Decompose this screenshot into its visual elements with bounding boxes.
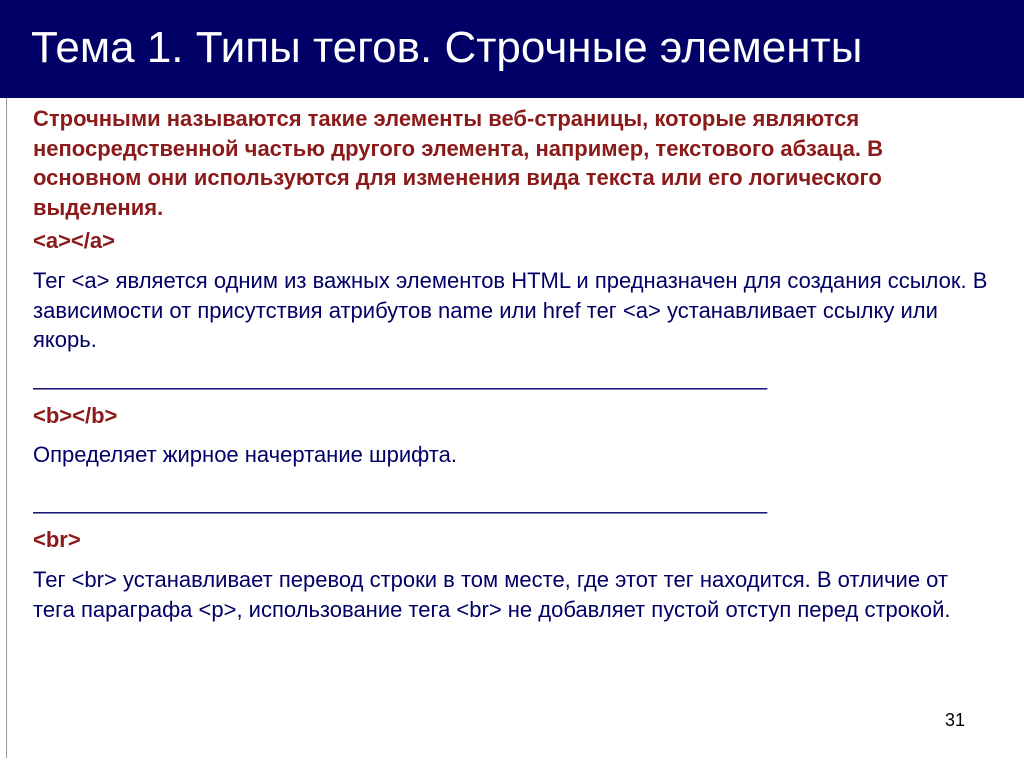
slide-title: Тема 1. Типы тегов. Строчные элементы: [31, 23, 863, 72]
tag-description-br: Тег <br> устанавливает перевод строки в том месте, где этот тег находится. В отличие от тега параграфа <p>, использование тега <br> не добавляет пустой отступ перед строкой.: [33, 567, 951, 622]
separator-line: ____________________________________________________________: [33, 489, 768, 514]
title-bar: [0, 0, 1024, 98]
tag-description-b: Определяет жирное начертание шрифта.: [33, 441, 457, 467]
slide-content: [33, 104, 993, 624]
tag-heading-b: <b></b>: [33, 402, 118, 428]
tag-description-a: Тег <a> является одним из важных элементов HTML и предназначен для создания ссылок. В зависимости от присутствия атрибутов name или href тег <a> устанавливает ссылку или якорь.: [33, 268, 988, 352]
tag-heading-a: <a></a>: [33, 228, 115, 253]
separator-line: ____________________________________________________________: [33, 364, 768, 390]
page-number: 31: [945, 710, 966, 730]
left-border-line: [6, 98, 7, 758]
intro-paragraph: Строчными называются такие элементы веб-страницы, которые являются непосредственной частью другого элемента, например, текстового абзаца. В основном они используются для изменения вида текста или его логического выделения.: [33, 106, 883, 220]
tag-heading-br: <br>: [33, 527, 81, 552]
